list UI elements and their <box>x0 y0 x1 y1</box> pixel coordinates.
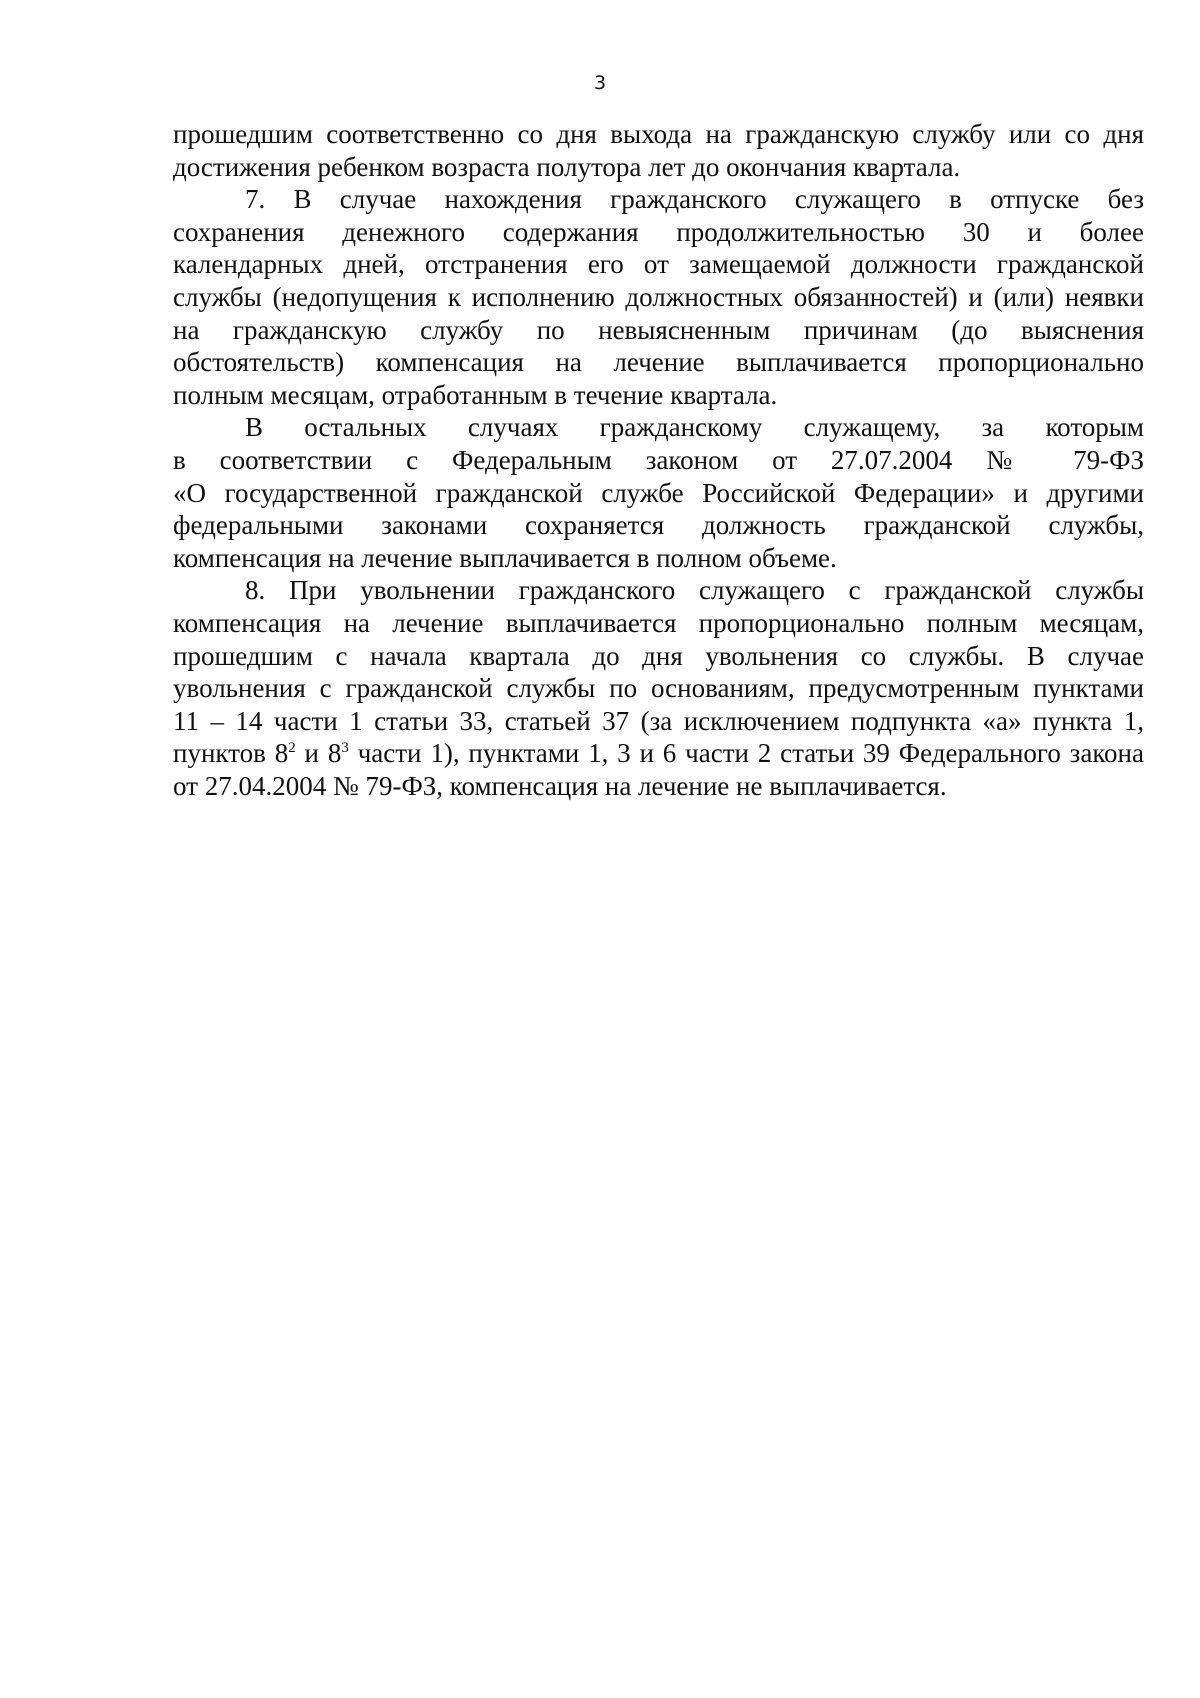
text-line: прошедшим соответственно со дня выхода на гражданскую службу или со дня <box>173 119 1144 149</box>
superscript: 2 <box>288 740 296 757</box>
text-line: полным месяцам, отработанным в течение квартала. <box>173 379 778 410</box>
text-line: прошедшим с начала квартала до дня увольнения со службы. В случае <box>173 640 1144 671</box>
paragraph-item-8 <box>173 574 1144 802</box>
paragraph-continuation <box>173 118 1144 183</box>
text-fragment: части 1), пунктами 1, 3 и 6 части 2 статьи 39 Федерального закона <box>348 738 1144 769</box>
text-line: службы (недопущения к исполнению должностных обязанностей) и (или) неявки <box>173 281 1144 312</box>
text-line: на гражданскую службу по невыясненным причинам (до выяснения <box>173 314 1144 345</box>
paragraph-item-7 <box>173 183 1144 411</box>
text-line: сохранения денежного содержания продолжительностью 30 и более <box>173 216 1144 247</box>
text-line: 8. При увольнении гражданского служащего с гражданской службы <box>245 575 1144 606</box>
text-line: увольнения с гражданской службы по основаниям, предусмотренным пунктами <box>173 673 1144 704</box>
text-line: достижения ребенком возраста полутора лет до окончания квартала. <box>173 151 961 182</box>
document-body <box>173 118 1144 802</box>
text-line: В остальных случаях гражданскому служащему, за которым <box>245 412 1144 443</box>
text-line: в соответствии с Федеральным законом от 27.07.2004 № 79-ФЗ <box>173 444 1144 475</box>
paragraph-item-7-other-cases <box>173 411 1144 574</box>
text-fragment: и 8 <box>295 738 342 769</box>
text-line: 7. В случае нахождения гражданского служащего в отпуске без <box>245 184 1144 215</box>
text-line-with-superscripts <box>173 737 1144 770</box>
text-line: календарных дней, отстранения его от замещаемой должности гражданской <box>173 249 1144 280</box>
text-line: компенсация на лечение выплачивается в полном объеме. <box>173 542 837 573</box>
text-line: 11 – 14 части 1 статьи 33, статьей 37 (за исключением подпункта «а» пункта 1, <box>173 705 1144 736</box>
text-line: обстоятельств) компенсация на лечение выплачивается пропорционально <box>173 347 1144 378</box>
page-number: 3 <box>593 72 607 94</box>
text-line: от 27.04.2004 № 79-ФЗ, компенсация на лечение не выплачивается. <box>173 770 947 801</box>
text-fragment: пунктов 8 <box>173 738 289 769</box>
text-line: компенсация на лечение выплачивается пропорционально полным месяцам, <box>173 607 1144 638</box>
superscript: 3 <box>341 740 349 757</box>
text-line: федеральными законами сохраняется должность гражданской службы, <box>173 510 1144 541</box>
text-line: «О государственной гражданской службе Российской Федерации» и другими <box>173 477 1144 508</box>
